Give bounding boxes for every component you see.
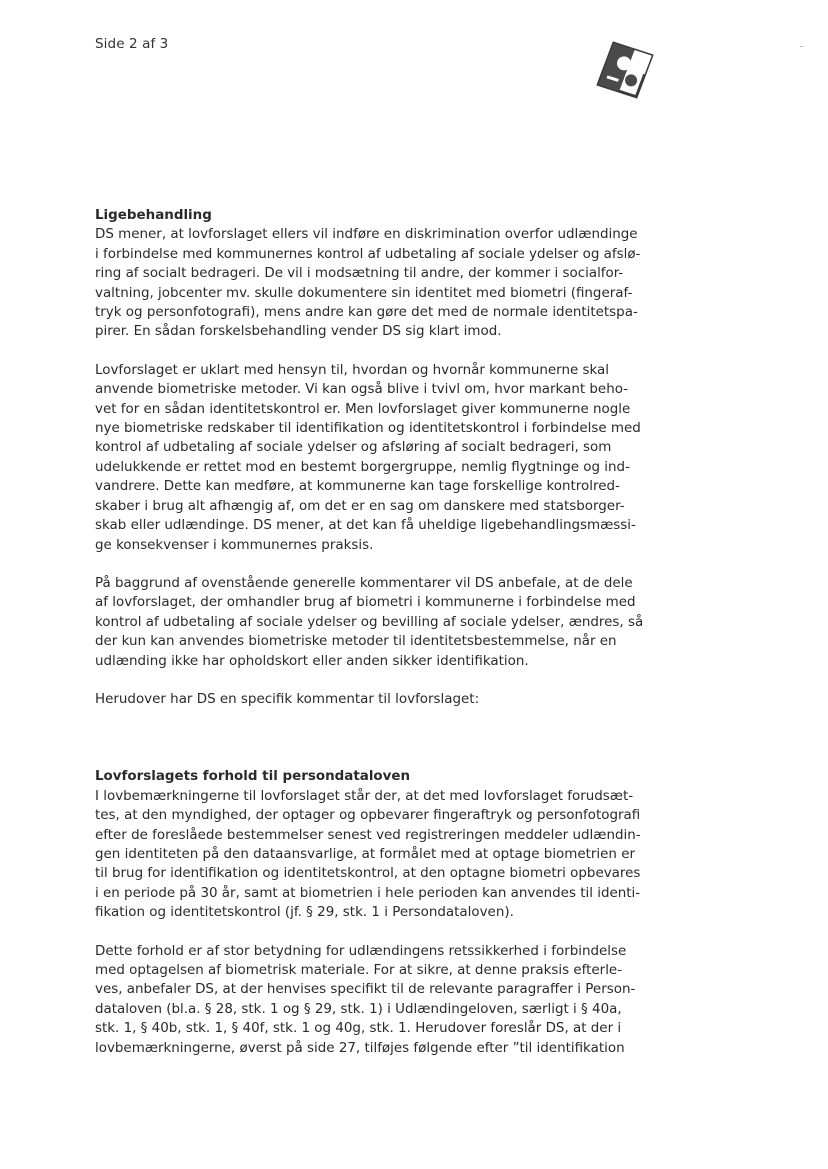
spacer (95, 728, 665, 767)
text-line: dataloven (bl.a. § 28, stk. 1 og § 29, stk. 1) i Udlændingeloven, særligt i § 40a, (95, 1001, 622, 1017)
text-line: lovbemærkningerne, øverst på side 27, tilføjes følgende efter ”til identifikation (95, 1040, 625, 1056)
text-line: pirer. En sådan forskelsbehandling vender DS sig klart imod. (95, 324, 502, 340)
text-line: stk. 1, § 40b, stk. 1, § 40f, stk. 1 og 40g, stk. 1. Herudover foreslår DS, at der i (95, 1021, 622, 1037)
text-line: i en periode på 30 år, samt at biometrien i hele perioden kan anvendes til identi- (95, 885, 641, 901)
text-line: med optagelsen af biometrisk materiale. For at sikre, at denne praksis efterle- (95, 963, 623, 978)
text-line: der kun kan anvendes biometriske metoder til identitetsbestemmelse, når en (95, 634, 617, 650)
paragraph (95, 690, 665, 709)
text-line: kontrol af udbetaling af sociale ydelser og bevilling af sociale ydelser, ændres, så (95, 614, 644, 630)
text-line: ge konsekvenser i kommunernes praksis. (95, 537, 374, 553)
text-line: ring af socialt bedrageri. De vil i modsætning til andre, der kommer i socialfor- (95, 266, 624, 282)
text-line: I lovbemærkningerne til lovforslaget står der, at det med lovforslaget forudsæt- (95, 788, 634, 804)
section-persondataloven (95, 767, 665, 922)
section-heading: Lovforslagets forhold til persondataloven (95, 769, 411, 785)
text-line: udelukkende er rettet mod en bestemt borgergruppe, nemlig flygtninge og ind- (95, 459, 630, 475)
paragraph (95, 361, 665, 555)
text-line: kontrol af udbetaling af sociale ydelser og afsløring af socialt bedrageri, som (95, 440, 612, 456)
paragraph (95, 787, 665, 923)
text-line: valtning, jobcenter mv. skulle dokumentere sin identitet med biometri (fingeraf- (95, 285, 633, 301)
text-line: vet for en sådan identitetskontrol er. Men lovforslaget giver kommunerne nogle (95, 401, 631, 417)
scan-mark (800, 46, 803, 47)
text-line: skab eller udlændinge. DS mener, at det kan få uheldige ligebehandlingsmæssi- (95, 518, 636, 534)
paragraph (95, 225, 665, 341)
text-line: tryk og personfotografi), mens andre kan gøre det med de normale identitetspa- (95, 305, 638, 321)
text-line: Lovforslaget er uklart med hensyn til, hvordan og hvornår kommunerne skal (95, 362, 610, 378)
text-line: fikation og identitetskontrol (jf. § 29, stk. 1 i Persondataloven). (95, 905, 514, 921)
letter-body (95, 206, 665, 1077)
text-line: DS mener, at lovforslaget ellers vil indføre en diskrimination overfor udlændinge (95, 227, 638, 243)
text-line: gen identiteten på den dataansvarlige, at formålet med at optage biometrien er (95, 846, 635, 862)
text-line: efter de foreslåede bestemmelser senest ved registreringen meddeler udlændin- (95, 827, 641, 843)
text-line: Dette forhold er af stor betydning for udlændingens retssikkerhed i forbindelse (95, 943, 627, 959)
ds-logo-icon (592, 38, 658, 102)
text-line: ves, anbefaler DS, at der henvises specifikt til de relevante paragraffer i Person- (95, 982, 636, 998)
section-heading: Ligebehandling (95, 208, 212, 223)
text-line: i forbindelse med kommunernes kontrol af udbetaling af sociale ydelser og afslø- (95, 246, 641, 262)
section-ligebehandling (95, 206, 665, 342)
paragraph (95, 574, 665, 671)
page-number: Side 2 af 3 (95, 36, 169, 52)
paragraph (95, 942, 665, 1058)
text-line: anvende biometriske metoder. Vi kan også blive i tvivl om, hvor markant beho- (95, 382, 629, 398)
text-line: af lovforslaget, der omhandler brug af biometri i kommunerne i forbindelse med (95, 595, 636, 611)
text-line: skaber i brug alt afhængig af, om det er en sag om danskere med statsborger- (95, 498, 625, 514)
text-line: udlænding ikke har opholdskort eller anden sikker identifikation. (95, 653, 529, 669)
text-line: nye biometriske redskaber til identifikation og identitetskontrol i forbindelse med (95, 421, 641, 437)
text-line: vandrere. Dette kan medføre, at kommunerne kan tage forskellige kontrolred- (95, 479, 620, 495)
text-line: På baggrund af ovenstående generelle kommentarer vil DS anbefale, at de dele (95, 575, 633, 591)
text-line: tes, at den myndighed, der optager og opbevarer fingeraftryk og personfotografi (95, 808, 641, 824)
text-line: til brug for identifikation og identitetskontrol, at den optagne biometri opbevares (95, 866, 641, 882)
text-line: Herudover har DS en specifik kommentar til lovforslaget: (95, 691, 480, 707)
